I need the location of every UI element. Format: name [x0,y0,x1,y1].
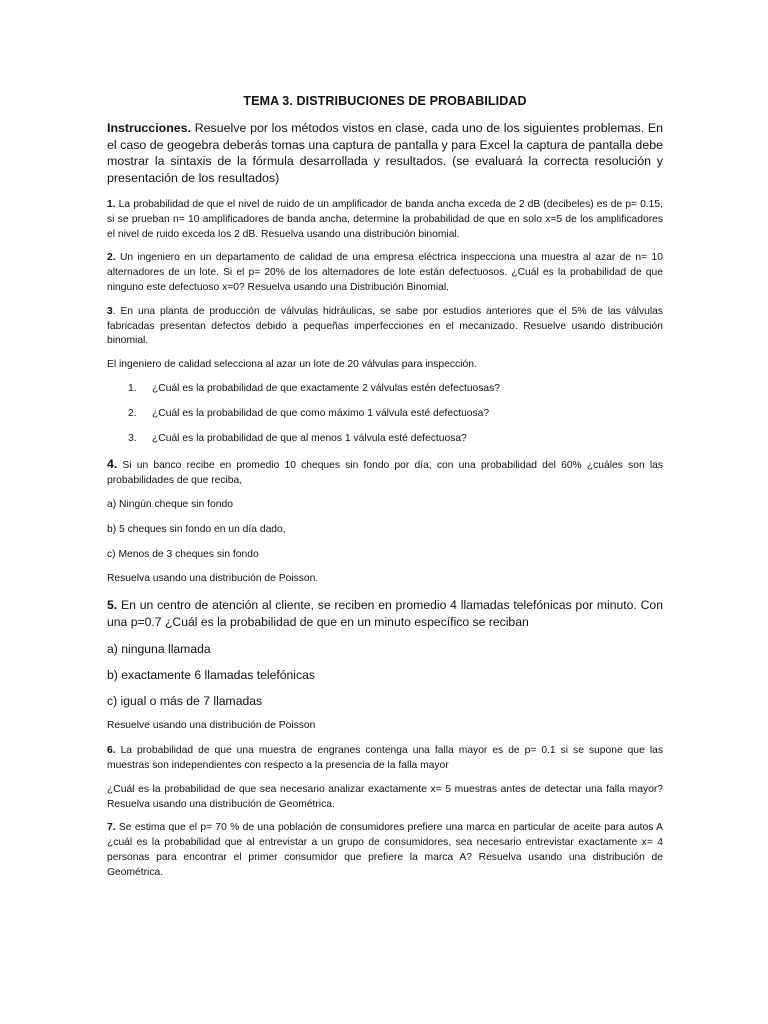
list-item [107,432,663,447]
problem-6-number: 6. [107,745,116,757]
problem-3-text: . En una planta de producción de válvulas hidráulicas, se sabe por estudios anteriores que el 5% de las válvulas fabricadas presentan defectos debido a pequeñas imperfecciones en el mecanizado. Resuelve usando distribución binomial. [107,305,663,347]
problem-4-footnote: Resuelva usando una distribución de Poisson. [107,573,319,585]
problem-3-number: 3 [107,305,113,317]
document-page [107,94,663,890]
list-item-text: ¿Cuál es la probabilidad de que al menos 1 válvula esté defectuosa? [152,432,467,444]
list-item-text: ¿Cuál es la probabilidad de que exactamente 2 válvulas estén defectuosas? [152,382,501,394]
problem-1-number: 1. [107,199,116,210]
problem-3-question-list [107,382,663,446]
list-item [107,407,663,422]
problem-2-text: Un ingeniero en un departamento de calidad de una empresa eléctrica inspecciona una muestra al azar de n= 10 alternadores de un lote. Si el p= 20% de los alternadores de lote están defectuosos. ¿Cuál es la probabilidad de que ninguno este defectuoso x=0? Resuelva usando una Distribución Binomial. [107,252,663,293]
problem-5-option-c: c) igual o más de 7 llamadas [107,694,263,709]
problem-7-number: 7. [107,822,116,834]
instructions-text: Resuelve por los métodos vistos en clase, cada uno de los siguientes problemas. En el caso de geogebra deberás tomas una captura de pantalla y para Excel la captura de pantalla debe mostrar la sintaxis de la fórmula desarrollada y resultados. (se evaluará la correcta resolución y presentación de los resultados) [107,121,663,185]
problem-5 [107,597,663,630]
list-item-number: 3. [128,432,137,444]
instructions-label: Instrucciones. [107,121,192,135]
problem-6-text: La probabilidad de que una muestra de engranes contenga una falla mayor es de p= 0.1 si se supone que las muestras son independientes con respecto a la presencia de la falla mayor [107,745,663,771]
problem-3-context: El ingeniero de calidad selecciona al azar un lote de 20 válvulas para inspección. [107,359,477,371]
problem-7-text: Se estima que el p= 70 % de una población de consumidores prefiere una marca en particular de aceite para autos A ¿cuál es la probabilidad que al entrevistar a un grupo de consumidores, sea necesario entrevistar exactamente x= 4 personas para encontrar el primer consumidor que prefiere la marca A? Resuelva usando una distribución de Geométrica. [107,822,663,878]
list-item-number: 1. [128,382,137,394]
problem-4-number: 4. [107,457,118,472]
page-title: TEMA 3. DISTRIBUCIONES DE PROBABILIDAD [243,94,527,108]
problem-1-text: La probabilidad de que el nivel de ruido de un amplificador de banda ancha exceda de 2 dB (decibeles) es de p= 0.15, si se prueban n= 10 amplificadores de banda ancha, determine la probabilidad de que en solo x=5 de los amplificadores el nivel de ruido exceda los 2 dB. Resuelva usando una distribución binomial. [107,199,663,240]
problem-4 [107,457,663,489]
problem-6-question: ¿Cuál es la probabilidad de que sea necesario analizar exactamente x= 5 muestras antes de detectar una falla mayor? Resuelva usando una distribución de Geométrica. [107,783,663,810]
problem-5-text: En un centro de atención al cliente, se reciben en promedio 4 llamadas telefónicas por minuto. Con una p=0.7 ¿Cuál es la probabilidad de que en un minuto específico se reciban [107,598,663,629]
problem-6 [107,744,663,774]
problem-5-footnote: Resuelve usando una distribución de Poisson [107,720,316,732]
problem-2 [107,251,663,295]
problem-4-option-b: b) 5 cheques sin fondo en un día dado, [107,523,286,535]
problem-7 [107,821,663,880]
problem-4-option-a: a) Ningún cheque sin fondo [107,498,233,510]
list-item-text: ¿Cuál es la probabilidad de que como máximo 1 válvula esté defectuosa? [152,407,490,419]
problem-2-number: 2. [107,252,116,264]
problem-5-option-a: a) ninguna llamada [107,642,211,657]
problem-4-option-c: c) Menos de 3 cheques sin fondo [107,548,259,560]
list-item-number: 2. [128,407,137,419]
problem-5-option-b: b) exactamente 6 llamadas telefónicas [107,668,315,683]
problem-3 [107,305,663,349]
problem-5-number: 5. [107,598,118,613]
problem-4-text: Si un banco recibe en promedio 10 cheques sin fondo por día, con una probabilidad del 60% ¿cuáles son las probabilidades de que reciba, [107,460,663,487]
instructions-paragraph [107,120,663,186]
list-item [107,382,663,397]
problem-1 [107,198,663,242]
